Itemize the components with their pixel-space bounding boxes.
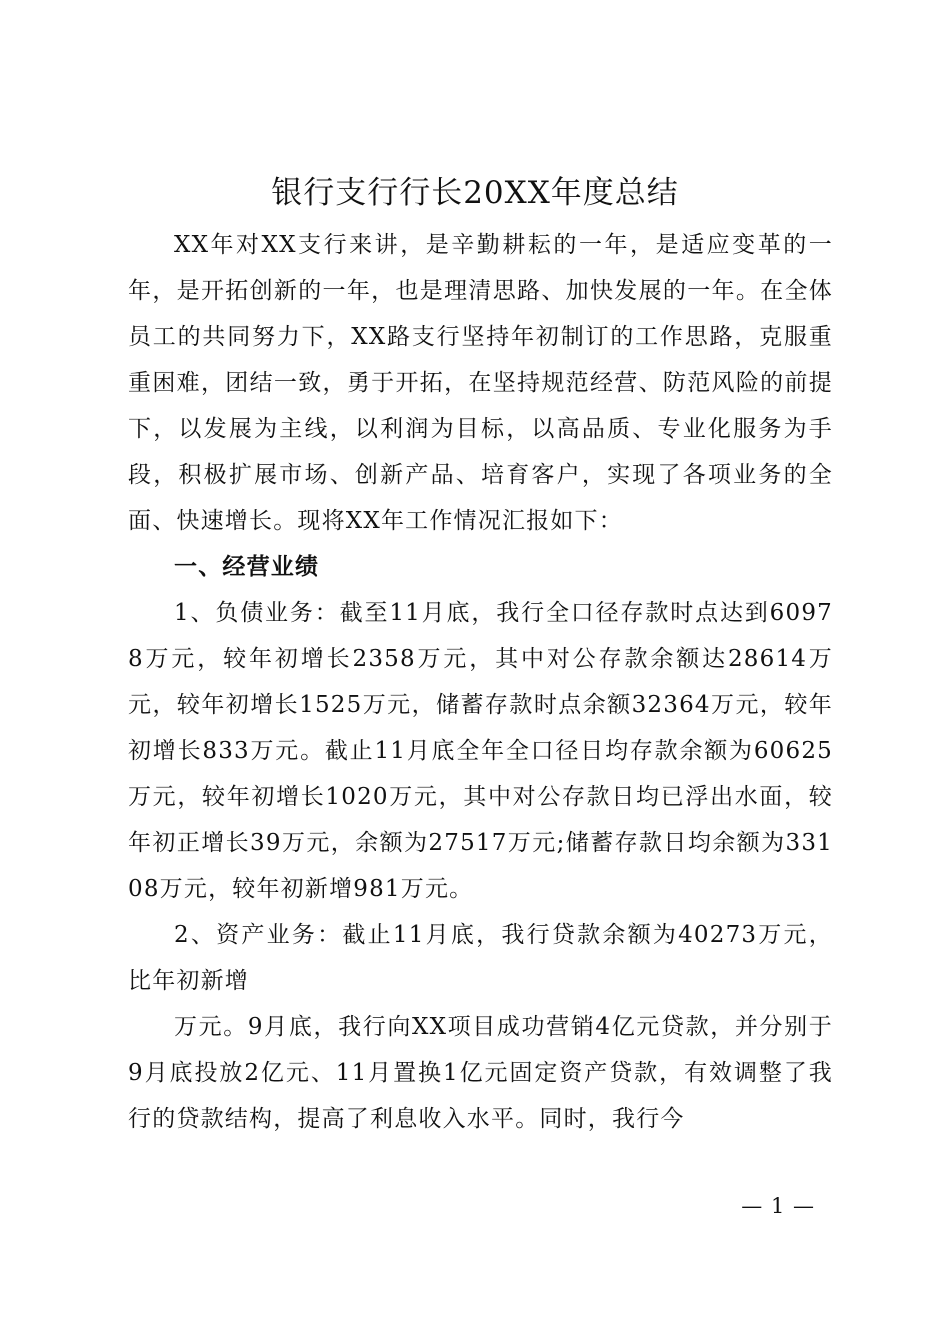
document-body: [128, 222, 833, 1142]
page-number: — 1 —: [741, 1194, 815, 1218]
section-heading-performance: 一、经营业绩: [174, 554, 320, 580]
intro-paragraph: XX年对XX支行来讲，是辛勤耕耘的一年，是适应变革的一年，是开拓创新的一年，也是理清思路、加快发展的一年。在全体员工的共同努力下，XX路支行坚持年初制订的工作思路，克服重重困难，团结一致，勇于开拓，在坚持规范经营、防范风险的前提下，以发展为主线，以利润为目标，以高品质、专业化服务为手段，积极扩展市场、创新产品、培育客户，实现了各项业务的全面、快速增长。现将XX年工作情况汇报如下：: [128, 232, 833, 534]
asset-business-paragraph: 2、资产业务：截止11月底，我行贷款余额为40273万元，比年初新增: [128, 922, 833, 994]
liability-business-paragraph: 1、负债业务：截至11月底，我行全口径存款时点达到60978万元，较年初增长2358万元，其中对公存款余额达28614万元，较年初增长1525万元，储蓄存款时点余额32364万元，较年初增长833万元。截止11月底全年全口径日均存款余额为60625万元，较年初增长1020万元，其中对公存款日均已浮出水面，较年初正增长39万元，余额为27517万元;储蓄存款日均余额为33108万元，较年初新增981万元。: [128, 600, 833, 902]
asset-business-continuation: 万元。9月底，我行向XX项目成功营销4亿元贷款，并分别于9月底投放2亿元、11月置换1亿元固定资产贷款，有效调整了我行的贷款结构，提高了利息收入水平。同时，我行今: [128, 1014, 833, 1132]
document-title: 银行支行行长20XX年度总结: [271, 175, 679, 211]
